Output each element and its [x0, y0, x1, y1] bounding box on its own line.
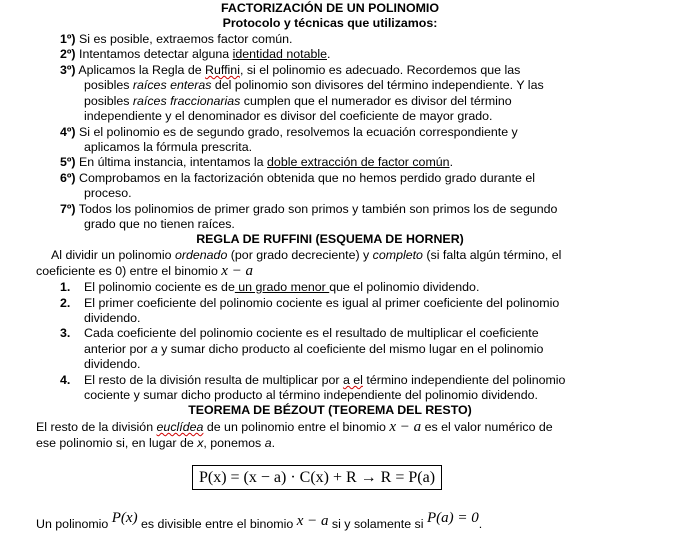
ruffini-item-1: 1. — [60, 280, 71, 294]
step-7-line-2: grado que no tienen raíces. — [84, 217, 235, 231]
step-3-line-2: posibles raíces enteras del polinomio son divisores del término independiente. Y las — [84, 78, 544, 92]
ruffini-item-2-line-2: dividendo. — [84, 311, 141, 325]
ruffini-item-4-line-2: cociente y sumar dicho producto al término independiente del polinomio dividendo. — [84, 388, 538, 402]
step-number: 4º) — [60, 125, 76, 139]
step-number: 2º) — [60, 47, 76, 61]
step-number: 6º) — [60, 171, 76, 185]
step-6: 6º) Comprobamos en la factorización obtenida que no hemos perdido grado durante el — [60, 171, 535, 185]
ruffini-item-4: 4. — [60, 373, 71, 387]
identidad-notable-link[interactable]: identidad notable — [232, 47, 327, 61]
ruffini-intro-line-2: coeficiente es 0) entre el binomio x − a — [36, 263, 254, 279]
step-number: 3º) — [60, 63, 76, 77]
step-6-line-2: proceso. — [84, 186, 132, 200]
ruffini-item-2: 2. — [60, 296, 71, 310]
step-number: 5º) — [60, 155, 76, 169]
page-subtitle: Protocolo y técnicas que utilizamos: — [222, 16, 438, 30]
remainder-formula: P(x) = (x − a) · C(x) + R → R = P(a) — [198, 469, 436, 486]
divisibility-statement: Un polinomio P(x) es divisible entre el binomio x − a si y solamente si P(a) = 0. — [36, 510, 483, 531]
ruffini-item-3-line-3: dividendo. — [84, 357, 141, 371]
binomial-x-minus-a: x − a — [221, 263, 254, 279]
bezout-line-2: ese polinomio si, en lugar de x, ponemos a. — [36, 436, 276, 450]
remainder-formula-box — [192, 465, 442, 490]
ruffini-heading: REGLA DE RUFFINI (ESQUEMA DE HORNER) — [196, 232, 464, 246]
ruffini-item-3-line-2: anterior por a y sumar dicho producto al coeficiente del mismo lugar en el polinomio — [84, 342, 544, 356]
step-4: 4º) Si el polinomio es de segundo grado, resolvemos la ecuación correspondiente y — [60, 125, 518, 139]
ruffini-item-3: 3. — [60, 326, 71, 340]
p-of-a-equals-zero: P(a) = 0 — [426, 510, 479, 526]
step-5: 5º) En última instancia, intentamos la doble extracción de factor común. — [60, 155, 454, 169]
step-4-line-2: aplicamos la fórmula prescrita. — [84, 140, 253, 154]
binomial-x-minus-a: x − a — [389, 419, 422, 435]
step-text: Si es posible, extraemos factor común. — [79, 32, 293, 46]
step-3-line-3: posibles raíces fraccionarias cumplen que el numerador es divisor del término — [84, 94, 512, 108]
page-title: FACTORIZACIÓN DE UN POLINOMIO — [221, 1, 439, 15]
step-3-line-4: independiente y el denominador es divisor del coeficiente de mayor grado. — [84, 109, 493, 123]
ruffini-intro: Al dividir un polinomio ordenado (por grado decreciente) y completo (si falta algún término, el — [51, 248, 562, 262]
ruffini-item-2-line-1: El primer coeficiente del polinomio cociente es igual al primer coeficiente del polinomio — [84, 296, 560, 310]
bezout-line-1: El resto de la división euclídea de un polinomio entre el binomio x − a es el valor numérico de — [36, 419, 553, 435]
ruffini-item-4-line-1: El resto de la división resulta de multiplicar por a el término independiente del polinomio — [84, 373, 566, 387]
ruffini-word: Ruffini — [205, 63, 240, 77]
step-7: 7º) Todos los polinomios de primer grado son primos y también son primos los de segundo — [60, 202, 558, 216]
step-1 — [60, 32, 293, 47]
step-number: 7º) — [60, 202, 76, 216]
polynomial-p-of-x: P(x) — [111, 510, 138, 526]
ruffini-item-1-text: El polinomio cociente es de un grado menor que el polinomio dividendo. — [84, 280, 480, 294]
bezout-heading: TEOREMA DE BÉZOUT (TEOREMA DEL RESTO) — [188, 403, 472, 417]
doble-extraccion-link[interactable]: doble extracción de factor común — [267, 155, 450, 169]
ruffini-item-3-line-1: Cada coeficiente del polinomio cociente es el resultado de multiplicar el coeficiente — [84, 326, 539, 340]
euclidea-word: euclídea — [156, 420, 204, 434]
binomial-x-minus-a: x − a — [296, 513, 329, 529]
step-number: 1º) — [60, 32, 76, 46]
step-text: Intentamos detectar alguna — [79, 47, 233, 61]
step-2: 2º) Intentamos detectar alguna identidad notable. — [60, 47, 331, 61]
step-3: 3º) Aplicamos la Regla de Ruffini, si el polinomio es adecuado. Recordemos que las — [60, 63, 521, 77]
